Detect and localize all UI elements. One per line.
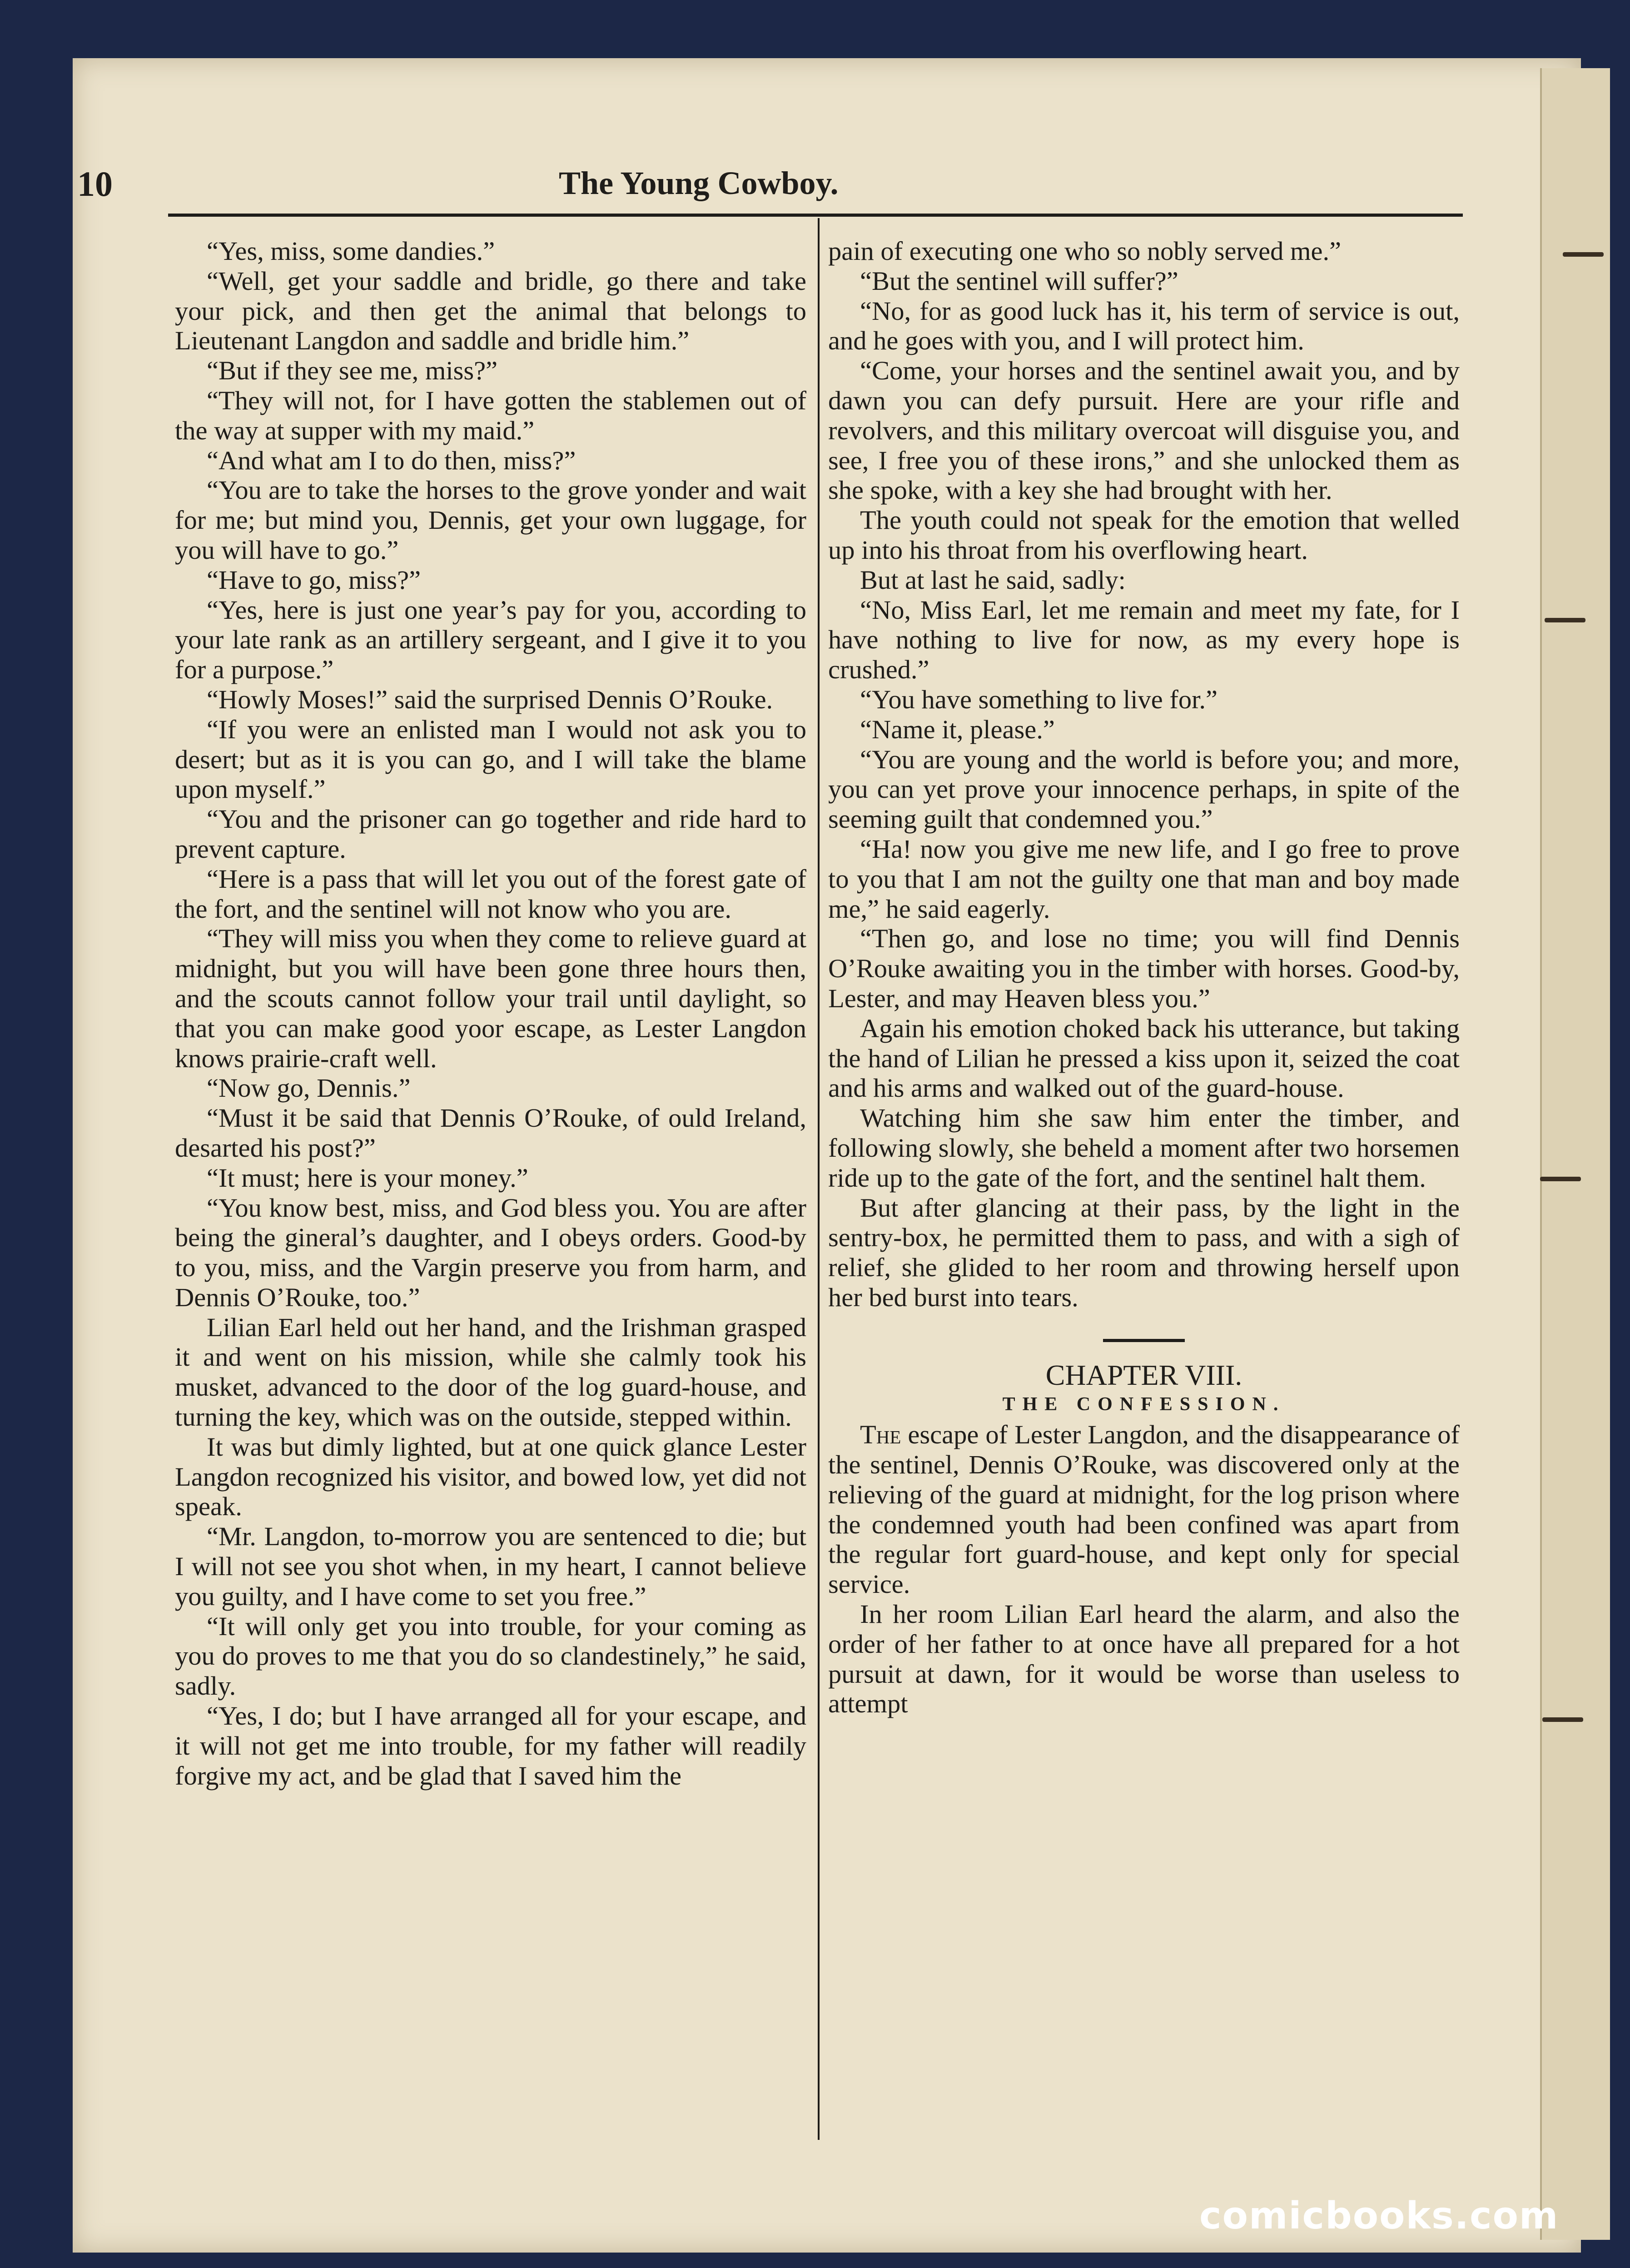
paragraph: “You are young and the world is before you; and more, you can yet prove your innocence perhaps, in spite of the seeming guilt that condemned you.”: [828, 744, 1460, 834]
binding-stitch: [1563, 252, 1604, 257]
dropcap: The: [860, 1420, 901, 1450]
chapter-subtitle: THE CONFESSION.: [1002, 1394, 1286, 1415]
paragraph: “And what am I to do then, miss?”: [207, 445, 576, 475]
paragraph: “They will not, for I have gotten the stablemen out of the way at supper with my maid.”: [175, 385, 806, 445]
paragraph: “Here is a pass that will let you out of the forest gate of the fort, and the sentinel will not know who you are.: [175, 864, 806, 924]
paragraph-text: escape of Lester Langdon, and the disappearance of the sentinel, Dennis O’Rouke, was discovered only at the relieving of the guard at midnight, for the log prison where the condemned youth had been confined was apart from the regular fort guard-house, and kept only for special service.: [828, 1420, 1460, 1599]
paragraph: “Must it be said that Dennis O’Rouke, of ould Ireland, desarted his post?”: [175, 1103, 806, 1163]
paragraph: “But if they see me, miss?”: [207, 356, 498, 386]
paragraph: “It will only get you into trouble, for your coming as you do proves to me that you do so clandestinely,” he said, sadly.: [175, 1611, 806, 1701]
paragraph: Watching him she saw him enter the timber, and following slowly, she beheld a moment after two horsemen ride up to the gate of the fort, and the sentinel halt them.: [828, 1103, 1460, 1193]
paragraph: “You know best, miss, and God bless you. You are after being the gineral’s daughter, and I obeys orders. Good-by to you, miss, and the Vargin preserve you from harm, and Dennis O’Rouke, too.”: [175, 1193, 806, 1312]
header-rule: [168, 214, 1463, 217]
page-number: 10: [77, 164, 113, 204]
page-edge: [1540, 68, 1610, 2240]
paragraph: “Have to go, miss?”: [207, 565, 421, 595]
watermark: comicbooks.com: [1199, 2194, 1559, 2238]
paragraph: Lilian Earl held out her hand, and the Irishman grasped it and went on his mission, while she calmly took his musket, advanced to the door of the log guard-house, and turning the key, which was on the outside, stepped within.: [175, 1312, 806, 1432]
paragraph: “Ha! now you give me new life, and I go free to prove to you that I am not the guilty one that man and boy made me,” he said eagerly.: [828, 834, 1460, 924]
paragraph: “If you were an enlisted man I would not ask you to desert; but as it is you can go, and I will take the blame upon myself.”: [175, 714, 806, 804]
paragraph: “It must; here is your money.”: [207, 1163, 528, 1193]
left-column: [175, 236, 806, 1791]
binding-stitch: [1542, 1717, 1583, 1722]
paragraph: “But the sentinel will suffer?”: [860, 266, 1178, 296]
column-divider: [818, 218, 820, 2140]
paragraph: “Now go, Dennis.”: [207, 1073, 411, 1103]
paragraph: “You and the prisoner can go together and ride hard to prevent capture.: [175, 804, 806, 864]
right-column: [828, 236, 1460, 1719]
paragraph: “No, for as good luck has it, his term of service is out, and he goes with you, and I will protect him.: [828, 296, 1460, 356]
chapter-rule: [1103, 1339, 1185, 1342]
paragraph: “Then go, and lose no time; you will find Dennis O’Rouke awaiting you in the timber with horses. Good-by, Lester, and may Heaven bless you.”: [828, 924, 1460, 1013]
paragraph: But at last he said, sadly:: [860, 565, 1126, 595]
chapter-first-paragraph: [828, 1420, 1460, 1599]
chapter-title: CHAPTER VIII.: [1045, 1358, 1242, 1391]
paragraph: “Well, get your saddle and bridle, go there and take your pick, and then get the animal that belongs to Lieutenant Langdon and saddle and bridle him.”: [175, 266, 806, 356]
paragraph: Again his emotion choked back his utterance, but taking the hand of Lilian he pressed a kiss upon it, seized the coat and his arms and walked out of the guard-house.: [828, 1013, 1460, 1103]
paragraph: “They will miss you when they come to relieve guard at midnight, but you will have been gone three hours then, and the scouts cannot follow your trail until daylight, so that you can make good yoor escape, as Lester Langdon knows prairie-craft well.: [175, 924, 806, 1073]
paragraph: It was but dimly lighted, but at one quick glance Lester Langdon recognized his visitor, and bowed low, yet did not speak.: [175, 1432, 806, 1522]
paragraph: “Howly Moses!” said the surprised Dennis O’Rouke.: [207, 684, 773, 714]
paragraph: “You are to take the horses to the grove yonder and wait for me; but mind you, Dennis, get your own luggage, for you will have to go.”: [175, 475, 806, 565]
binding-stitch: [1545, 618, 1585, 622]
paragraph: “Yes, here is just one year’s pay for you, according to your late rank as an artillery sergeant, and I give it to you for a purpose.”: [175, 595, 806, 685]
paragraph: “Yes, miss, some dandies.”: [207, 236, 495, 266]
paragraph: “No, Miss Earl, let me remain and meet my fate, for I have nothing to live for now, as my every hope is crushed.”: [828, 595, 1460, 685]
paragraph: “Mr. Langdon, to-morrow you are sentenced to die; but I will not see you shot when, in my heart, I cannot believe you guilty, and I have come to set you free.”: [175, 1522, 806, 1611]
paragraph: “Name it, please.”: [860, 714, 1055, 744]
paragraph: “Yes, I do; but I have arranged all for your escape, and it will not get me into trouble, for my father will readily forgive my act, and be glad that I saved him the: [175, 1701, 806, 1791]
paragraph: In her room Lilian Earl heard the alarm, and also the order of her father to at once have all prepared for a hot pursuit at dawn, for it would be worse than useless to attempt: [828, 1599, 1460, 1719]
paragraph: “You have something to live for.”: [860, 684, 1218, 714]
paragraph: The youth could not speak for the emotion that welled up into his throat from his overflowing heart.: [828, 505, 1460, 565]
binding-stitch: [1540, 1177, 1581, 1181]
paragraph: pain of executing one who so nobly served me.”: [828, 236, 1342, 266]
paragraph: “Come, your horses and the sentinel await you, and by dawn you can defy pursuit. Here are your rifle and revolvers, and this military overcoat will disguise you, and see, I free you of these irons,” and she unlocked them as she spoke, with a key she had brought with her.: [828, 356, 1460, 505]
paragraph: But after glancing at their pass, by the light in the sentry-box, he permitted them to pass, and with a sigh of relief, she glided to her room and throwing herself upon her bed burst into tears.: [828, 1193, 1460, 1312]
running-title: The Young Cowboy.: [559, 165, 839, 201]
